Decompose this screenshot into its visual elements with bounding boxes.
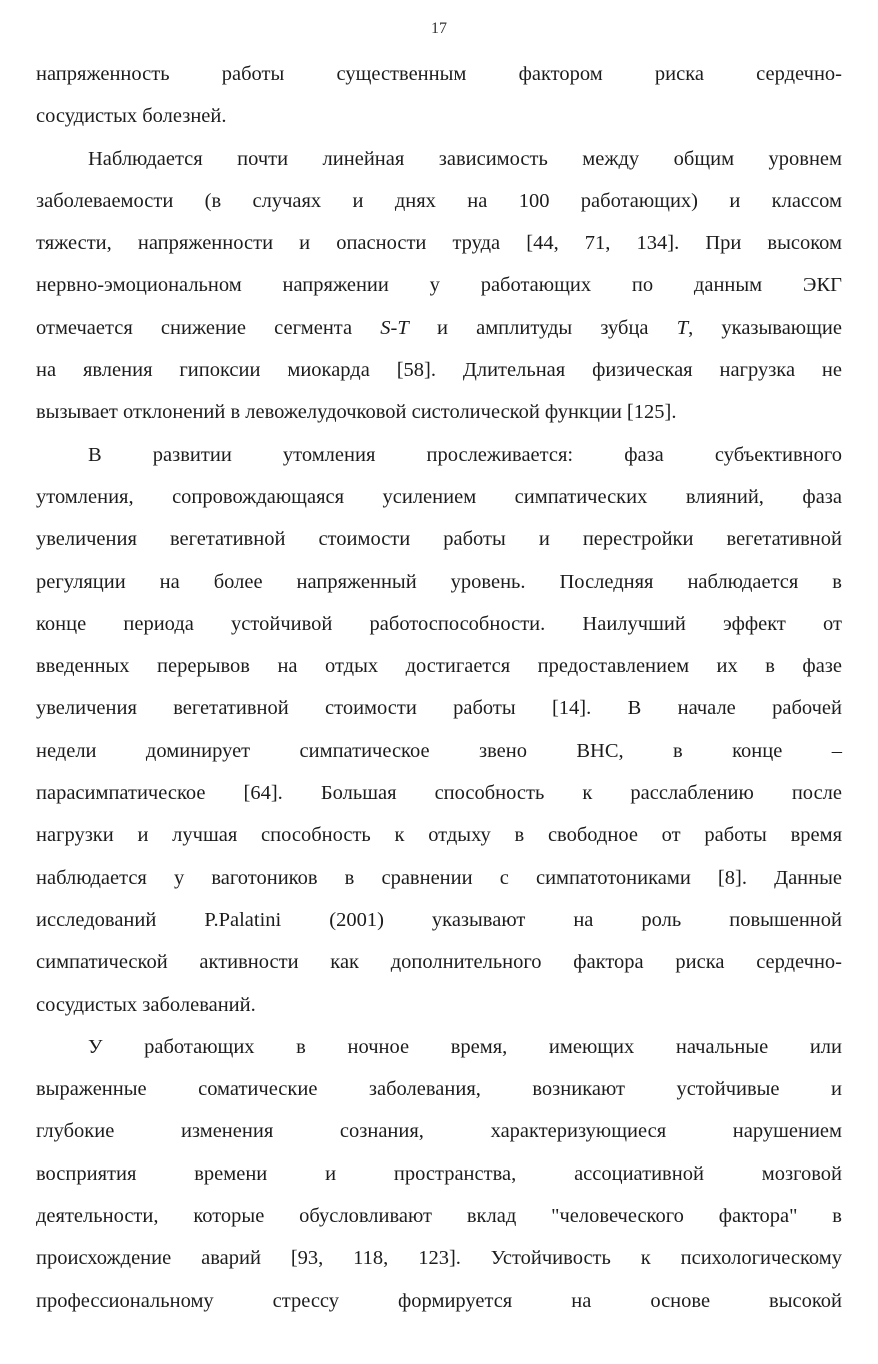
text-line: отмечается снижение сегмента S-T и амплитуды зубца T, указывающие bbox=[36, 316, 842, 339]
text-line: исследований P.Palatini (2001) указывают на роль повышенной bbox=[36, 908, 842, 931]
text-line: утомления, сопровождающаяся усилением симпатических влияний, фаза bbox=[36, 485, 842, 508]
text-line: на явления гипоксии миокарда [58]. Длительная физическая нагрузка не bbox=[36, 359, 842, 382]
text-line: восприятия времени и пространства, ассоциативной мозговой bbox=[36, 1162, 842, 1185]
text-line: конце периода устойчивой работоспособности. Наилучший эффект от bbox=[36, 612, 842, 635]
paragraph-3 bbox=[36, 434, 842, 1026]
text-line: профессиональному стрессу формируется на основе высокой bbox=[36, 1289, 842, 1312]
text-line: наблюдается у ваготоников в сравнении с симпатотониками [8]. Данные bbox=[36, 866, 842, 889]
text-line: У работающих в ночное время, имеющих начальные или bbox=[88, 1035, 842, 1058]
paragraph-4 bbox=[36, 1026, 842, 1322]
text-line: недели доминирует симпатическое звено ВНС, в конце – bbox=[36, 739, 842, 762]
page-number: 17 bbox=[431, 20, 447, 37]
text-line: выраженные соматические заболевания, возникают устойчивые и bbox=[36, 1078, 842, 1101]
text-line: нервно-эмоциональном напряжении у работающих по данным ЭКГ bbox=[36, 274, 842, 297]
text-line: вызывает отклонений в левожелудочковой систолической функции [125]. bbox=[36, 401, 677, 424]
text-line: напряженность работы существенным фактором риска сердечно- bbox=[36, 63, 842, 85]
text-line: увеличения вегетативной стоимости работы [14]. В начале рабочей bbox=[36, 697, 842, 720]
text-line: сосудистых заболеваний. bbox=[36, 993, 256, 1016]
text-line: Наблюдается почти линейная зависимость между общим уровнем bbox=[88, 147, 842, 170]
text-line: сосудистых болезней. bbox=[36, 105, 227, 128]
text-line: симпатической активности как дополнительного фактора риска сердечно- bbox=[36, 951, 842, 974]
document-body bbox=[36, 53, 842, 1322]
text-line: В развитии утомления прослеживается: фаза субъективного bbox=[88, 443, 842, 466]
text-line: происхождение аварий [93, 118, 123]. Устойчивость к психологическому bbox=[36, 1247, 842, 1270]
text-line: глубокие изменения сознания, характеризующиеся нарушением bbox=[36, 1120, 842, 1143]
paragraph-2 bbox=[36, 138, 842, 434]
text-line: деятельности, которые обусловливают вклад "человеческого фактора" в bbox=[36, 1205, 842, 1228]
paragraph-1 bbox=[36, 53, 842, 138]
text-line: заболеваемости (в случаях и днях на 100 работающих) и классом bbox=[36, 189, 842, 212]
text-line: увеличения вегетативной стоимости работы и перестройки вегетативной bbox=[36, 528, 842, 551]
text-line: парасимпатическое [64]. Большая способность к расслаблению после bbox=[36, 782, 842, 805]
text-line: тяжести, напряженности и опасности труда [44, 71, 134]. При высоком bbox=[36, 232, 842, 255]
text-line: введенных перерывов на отдых достигается предоставлением их в фазе bbox=[36, 655, 842, 678]
text-line: регуляции на более напряженный уровень. Последняя наблюдается в bbox=[36, 570, 842, 593]
text-line: нагрузки и лучшая способность к отдыху в свободное от работы время bbox=[36, 824, 842, 847]
